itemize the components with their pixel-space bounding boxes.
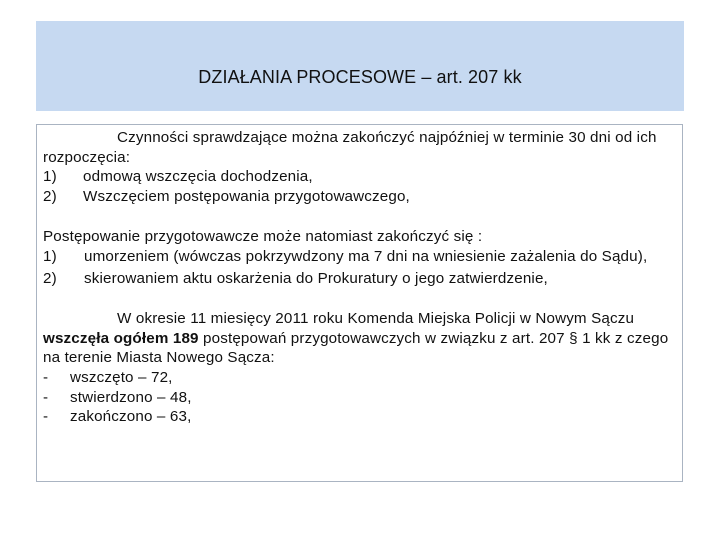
list-dash: -	[43, 368, 49, 386]
list-text: stwierdzono – 48,	[70, 388, 192, 406]
content-body	[43, 128, 683, 427]
list-item	[43, 368, 683, 388]
list-text: zakończono – 63,	[70, 408, 192, 426]
list-text: wszczęto – 72,	[70, 368, 173, 386]
list-item	[43, 167, 683, 187]
section3-list	[43, 368, 683, 427]
list-item	[43, 187, 683, 207]
section2-list	[43, 247, 683, 288]
list-text: umorzeniem (wówczas pokrzywdzony ma 7 dni na wniesienie zażalenia do Sądu),	[84, 247, 648, 265]
list-text: skierowaniem aktu oskarżenia do Prokuratury o jego zatwierdzenie,	[84, 269, 548, 287]
section3-text-start: W okresie 11 miesięcy 2011 roku Komenda Miejska Policji w Nowym Sączu	[117, 310, 635, 328]
section3-highlight: wszczęła ogółem 189	[43, 329, 199, 347]
list-item	[43, 269, 683, 289]
section2-intro: Postępowanie przygotowawcze może natomiast zakończyć się :	[43, 228, 483, 246]
list-number: 2)	[43, 269, 57, 287]
list-number: 1)	[43, 247, 57, 265]
list-item	[43, 388, 683, 408]
section3-intro	[43, 309, 683, 368]
section3-text-end: postępowań przygotowawczych w związku z art. 207 § 1 kk z czego na terenie Miasta Nowego Sącza:	[43, 329, 669, 367]
list-item	[43, 247, 683, 267]
section1-list	[43, 167, 683, 206]
list-item	[43, 407, 683, 427]
list-dash: -	[43, 408, 49, 426]
page-title: DZIAŁANIA PROCESOWE – art. 207 kk	[198, 67, 522, 87]
section1-intro: Czynności sprawdzające można zakończyć najpóźniej w terminie 30 dni od ich rozpoczęcia:	[43, 129, 657, 166]
title-banner	[36, 21, 684, 111]
list-number: 2)	[43, 187, 57, 205]
list-text: odmową wszczęcia dochodzenia,	[83, 168, 313, 186]
list-dash: -	[43, 388, 49, 406]
list-text: Wszczęciem postępowania przygotowawczego,	[83, 187, 410, 205]
list-number: 1)	[43, 168, 57, 186]
